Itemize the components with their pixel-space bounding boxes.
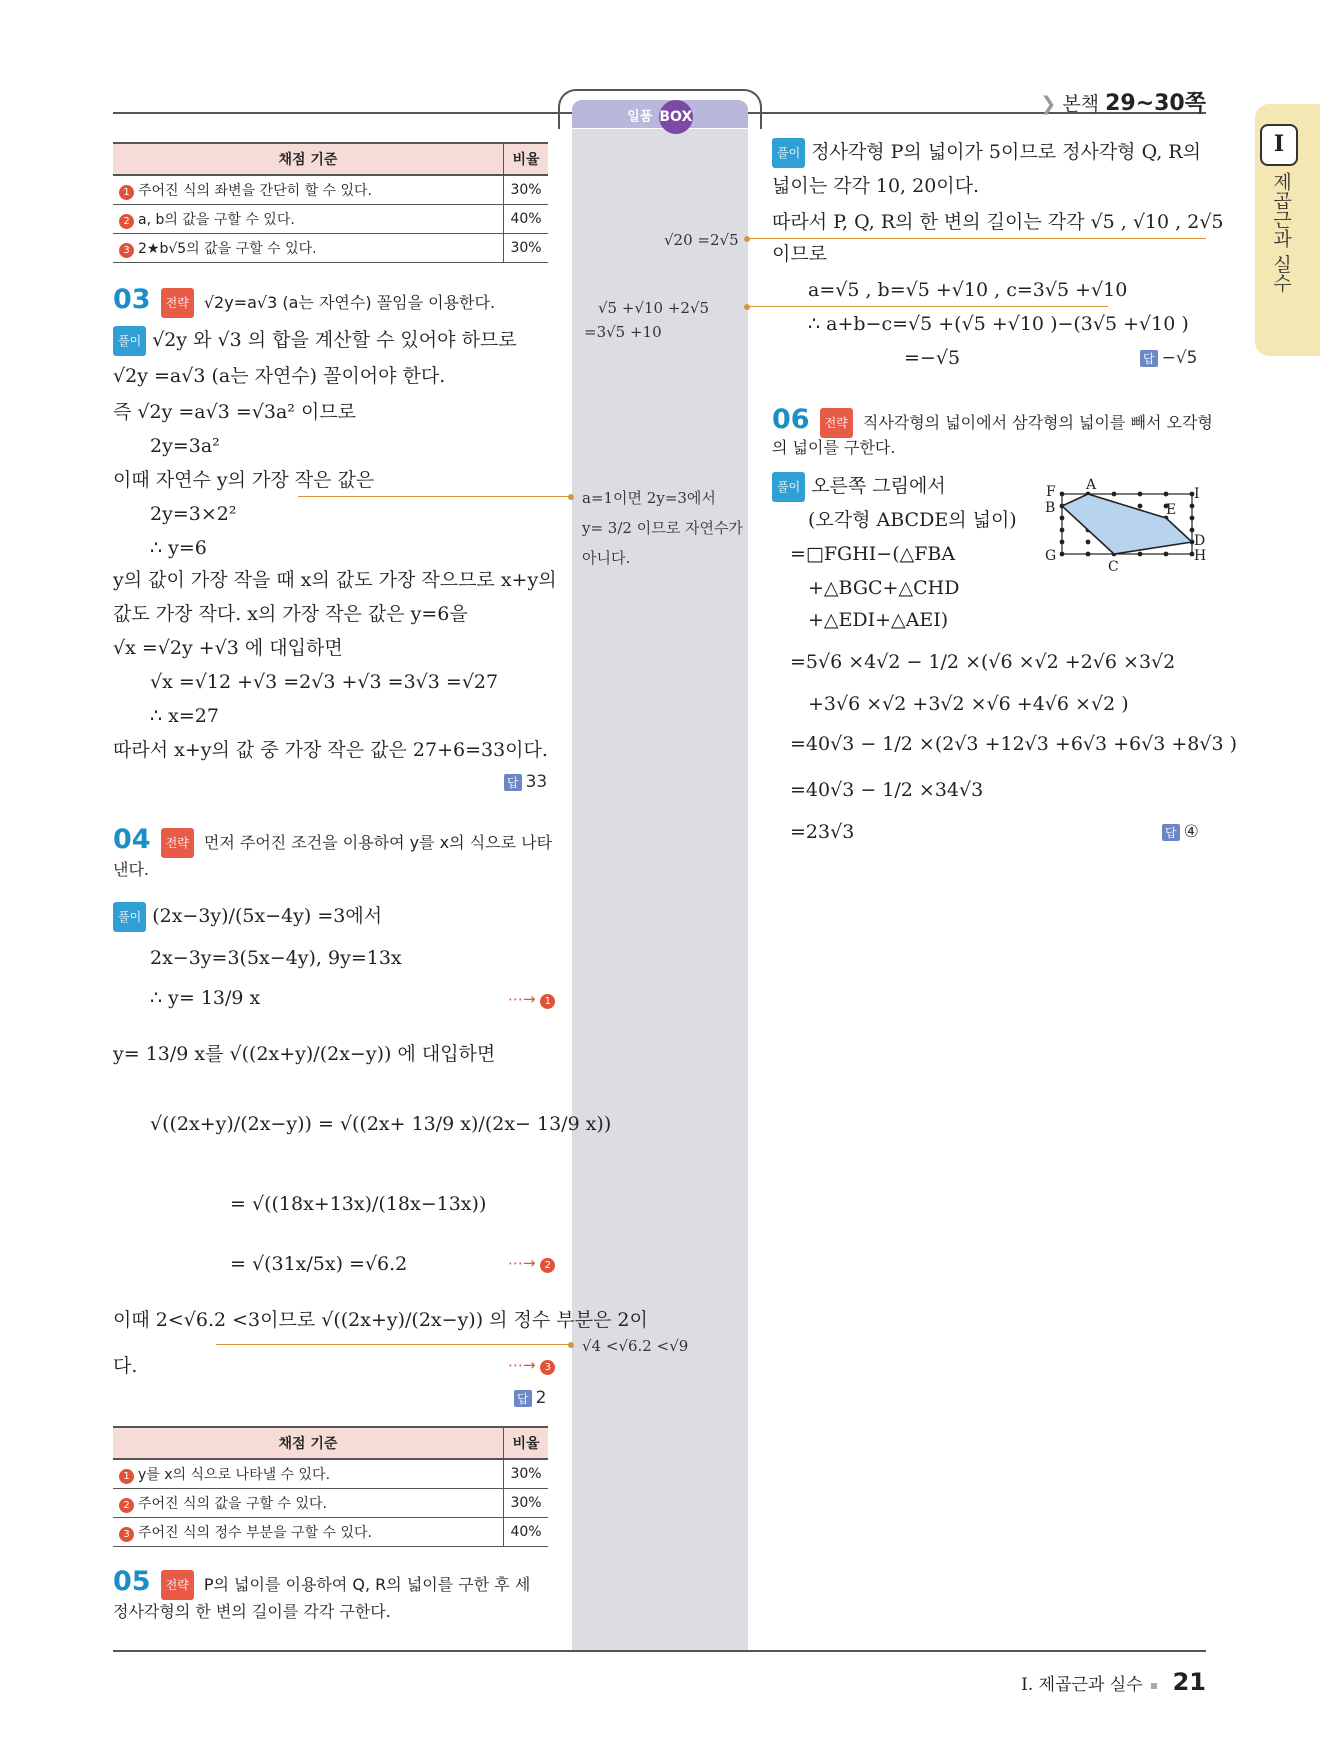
- answer-value: 2: [535, 1388, 547, 1408]
- bottom-rule: [113, 1650, 1206, 1652]
- solution-line: [772, 138, 1201, 168]
- row-ratio: 30%: [504, 1489, 549, 1518]
- margin-note: a=1이면 2y=3에서: [582, 489, 716, 507]
- margin-note: y= 3/2 이므로 자연수가: [582, 519, 743, 537]
- answer-value: ④: [1183, 822, 1199, 842]
- table-row: [113, 1489, 548, 1518]
- box-heading: [572, 100, 748, 128]
- line-text: 정사각형 P의 넓이가 5이므로 정사각형 Q, R의: [811, 141, 1201, 163]
- label-g: G: [1045, 548, 1057, 564]
- line-text: (2x−3y)/(5x−4y) =3에서: [152, 905, 383, 927]
- answer: [1162, 822, 1199, 842]
- question-number: 03: [113, 284, 151, 315]
- solution-line: a=√5 , b=√5 +√10 , c=3√5 +√10: [808, 279, 1128, 301]
- solution-line: 따라서 P, Q, R의 한 변의 길이는 각각 √5 , √10 , 2√5: [772, 211, 1224, 233]
- table-row: [113, 205, 548, 234]
- strategy-tag: 전략: [161, 288, 194, 318]
- row-number: 2: [119, 214, 134, 229]
- solution-line: √2y =a√3 (a는 자연수) 꼴이어야 한다.: [113, 365, 446, 387]
- solution-line: +△EDI+△AEI): [808, 609, 949, 631]
- label-i: I: [1194, 486, 1200, 502]
- answer-tag: 답: [504, 774, 522, 791]
- label-b: B: [1045, 500, 1056, 516]
- row-ratio: 30%: [504, 1459, 549, 1489]
- chevron-right-icon: ❯: [1040, 93, 1057, 115]
- strategy-tag: 전략: [820, 408, 853, 438]
- solution-line: [113, 326, 517, 356]
- chapter-roman-numeral: I: [1260, 124, 1298, 166]
- solution-line: [113, 902, 382, 932]
- solution-line: 따라서 x+y의 값 중 가장 작은 값은 27+6=33이다.: [113, 739, 548, 761]
- row-number: 1: [119, 185, 134, 200]
- pentagon-grid-figure: [1042, 476, 1212, 576]
- solution-line: 2y=3×2²: [150, 503, 237, 525]
- solution-line: 이므로: [772, 243, 828, 265]
- solution-line: =−√5: [904, 347, 961, 369]
- row-ratio: 30%: [504, 234, 549, 263]
- page-footer: [1021, 1668, 1206, 1696]
- grid-dot: [1138, 504, 1143, 509]
- leader-line: [298, 496, 572, 497]
- solution-line: y의 값이 가장 작을 때 x의 값도 가장 작으므로 x+y의: [113, 569, 557, 591]
- solution-tag: 풀이: [113, 326, 146, 356]
- answer: [514, 1388, 546, 1408]
- strategy-text: 정사각형의 한 변의 길이를 각각 구한다.: [113, 1602, 391, 1621]
- row-text: a, b의 값을 구할 수 있다.: [138, 212, 295, 228]
- solution-line: 이때 자연수 y의 가장 작은 값은: [113, 469, 375, 491]
- solution-line: (오각형 ABCDE의 넓이): [808, 509, 1017, 531]
- solution-line: √x =√12 +√3 =2√3 +√3 =3√3 =√27: [150, 671, 499, 693]
- solution-tag: 풀이: [113, 902, 146, 932]
- box-label: 일품: [627, 109, 653, 125]
- solution-line: ∴ x=27: [150, 705, 219, 727]
- margin-note: √5 +√10 +2√5: [598, 299, 710, 317]
- row-text: y를 x의 식으로 나타낼 수 있다.: [138, 1467, 331, 1483]
- row-ratio: 40%: [504, 205, 549, 234]
- table-header: 채점 기준: [113, 143, 504, 175]
- question-number: 04: [113, 824, 151, 855]
- row-number: 1: [119, 1469, 134, 1484]
- row-text: 주어진 식의 정수 부분을 구할 수 있다.: [138, 1525, 373, 1541]
- line-text: 오른쪽 그림에서: [811, 475, 946, 497]
- solution-line: √((2x+y)/(2x−y)) = √((2x+ 13/9 x)/(2x− 13/9 x)): [150, 1113, 612, 1135]
- step-marker: ⋯→ 3: [508, 1356, 559, 1375]
- solution-line: 값도 가장 작다. x의 가장 작은 값은 y=6을: [113, 603, 468, 625]
- solution-line: y= 13/9 x를 √((2x+y)/(2x−y)) 에 대입하면: [113, 1043, 496, 1065]
- row-number: 3: [119, 1527, 134, 1542]
- chapter-side-title: 제곱근과 실수: [1270, 172, 1292, 293]
- question-number: 06: [772, 404, 810, 435]
- leader-dot: [568, 1342, 574, 1348]
- solution-line: 다.: [113, 1355, 138, 1377]
- separator-icon: [1151, 1683, 1157, 1689]
- row-text: 주어진 식의 좌변을 간단히 할 수 있다.: [138, 183, 373, 199]
- leader-dot: [568, 494, 574, 500]
- line-text: √2y 와 √3 의 합을 계산할 수 있어야 하므로: [152, 329, 517, 351]
- solution-line: 이때 2<√6.2 <3이므로 √((2x+y)/(2x−y)) 의 정수 부분은 2이: [113, 1309, 648, 1331]
- score-table-2: [113, 1426, 548, 1547]
- book-ref-pages: 29~30쪽: [1105, 91, 1206, 116]
- marker-number: 1: [540, 994, 555, 1009]
- solution-line: =□FGHI−(△FBA: [790, 543, 956, 565]
- solution-tag: 풀이: [772, 138, 805, 168]
- row-ratio: 40%: [504, 1518, 549, 1547]
- answer-tag: 답: [1162, 824, 1180, 841]
- solution-tag: 풀이: [772, 472, 805, 502]
- leader-line: [748, 306, 1108, 307]
- margin-note: =3√5 +10: [584, 323, 662, 341]
- label-c: C: [1108, 559, 1119, 575]
- question-number: 05: [113, 1566, 151, 1597]
- q03-heading: [113, 286, 495, 318]
- page-number: 21: [1172, 1668, 1206, 1696]
- strategy-tag: 전략: [161, 1570, 194, 1600]
- margin-note: 아니다.: [582, 549, 631, 567]
- strategy-text: 의 넓이를 구한다.: [772, 438, 896, 457]
- q05-heading: [113, 1568, 530, 1600]
- row-text: 2★b√5의 값을 구할 수 있다.: [138, 241, 317, 257]
- label-f: F: [1046, 484, 1056, 500]
- table-header: 비율: [504, 143, 549, 175]
- solution-line: =5√6 ×4√2 − 1/2 ×(√6 ×√2 +2√6 ×3√2: [790, 651, 1176, 673]
- answer: [1140, 348, 1198, 368]
- solution-line: [772, 472, 946, 502]
- table-row: [113, 1459, 548, 1489]
- label-a: A: [1086, 477, 1097, 493]
- marker-number: 2: [540, 1258, 555, 1273]
- solution-line: 2y=3a²: [150, 435, 220, 457]
- table-row: [113, 234, 548, 263]
- solution-line: =23√3: [790, 821, 855, 843]
- label-e: E: [1166, 502, 1177, 518]
- strategy-text: 낸다.: [113, 860, 149, 879]
- strategy-text: 먼저 주어진 조건을 이용하여 y를 x의 식으로 나타: [203, 833, 553, 852]
- label-h: H: [1194, 548, 1207, 564]
- answer-value: 33: [525, 772, 548, 792]
- row-text: 주어진 식의 값을 구할 수 있다.: [138, 1496, 327, 1512]
- strategy-tag: 전략: [161, 828, 194, 858]
- step-marker: ⋯→ 2: [508, 1254, 559, 1273]
- step-marker: ⋯→ 1: [508, 990, 559, 1009]
- solution-line: =40√3 − 1/2 ×(2√3 +12√3 +6√3 +6√3 +8√3 ): [790, 733, 1238, 755]
- solution-line: +△BGC+△CHD: [808, 577, 960, 599]
- score-table-1: [113, 142, 548, 263]
- answer: [504, 772, 547, 792]
- solution-line: 넓이는 각각 10, 20이다.: [772, 175, 980, 197]
- row-number: 2: [119, 1498, 134, 1513]
- solution-line: ∴ a+b−c=√5 +(√5 +√10 )−(3√5 +√10 ): [808, 313, 1189, 335]
- solution-line: = √((18x+13x)/(18x−13x)): [230, 1193, 487, 1215]
- solution-line: ∴ y= 13/9 x: [150, 987, 261, 1009]
- answer-tag: 답: [1140, 350, 1158, 367]
- table-header: 비율: [504, 1427, 549, 1459]
- table-row: [113, 1518, 548, 1547]
- leader-line: [748, 238, 1206, 239]
- strategy-text: P의 넓이를 이용하여 Q, R의 넓이를 구한 후 세: [203, 1575, 531, 1594]
- grid-dot: [1086, 540, 1091, 545]
- table-row: [113, 175, 548, 205]
- solution-line: 2x−3y=3(5x−4y), 9y=13x: [150, 947, 402, 969]
- margin-note: √4 <√6.2 <√9: [582, 1337, 689, 1355]
- leader-dot: [744, 304, 750, 310]
- footer-chapter: I. 제곱근과 실수: [1021, 1675, 1143, 1695]
- solution-line: 즉 √2y =a√3 =√3a² 이므로: [113, 401, 357, 423]
- label-d: D: [1194, 533, 1206, 549]
- answer-tag: 답: [514, 1390, 532, 1407]
- book-reference: [1040, 86, 1206, 117]
- table-header: 채점 기준: [113, 1427, 504, 1459]
- book-ref-prefix: 본책: [1062, 93, 1100, 115]
- leader-line: [216, 1344, 572, 1345]
- solution-line: +3√6 ×√2 +3√2 ×√6 +4√6 ×√2 ): [808, 693, 1129, 715]
- strategy-text: 직사각형의 넓이에서 삼각형의 넓이를 빼서 오각형: [862, 413, 1213, 432]
- box-badge: BOX: [659, 100, 693, 134]
- row-number: 3: [119, 243, 134, 258]
- marker-number: 3: [540, 1360, 555, 1375]
- q04-heading: [113, 826, 552, 858]
- margin-note: √20 =2√5: [664, 231, 739, 249]
- solution-line: ∴ y=6: [150, 537, 207, 559]
- solution-line: = √(31x/5x) =√6.2: [230, 1253, 408, 1275]
- solution-line: =40√3 − 1/2 ×34√3: [790, 779, 984, 801]
- leader-dot: [744, 236, 750, 242]
- solution-line: √x =√2y +√3 에 대입하면: [113, 637, 343, 659]
- answer-value: −√5: [1161, 348, 1198, 368]
- strategy-text: √2y=a√3 (a는 자연수) 꼴임을 이용한다.: [203, 293, 496, 312]
- row-ratio: 30%: [504, 175, 549, 205]
